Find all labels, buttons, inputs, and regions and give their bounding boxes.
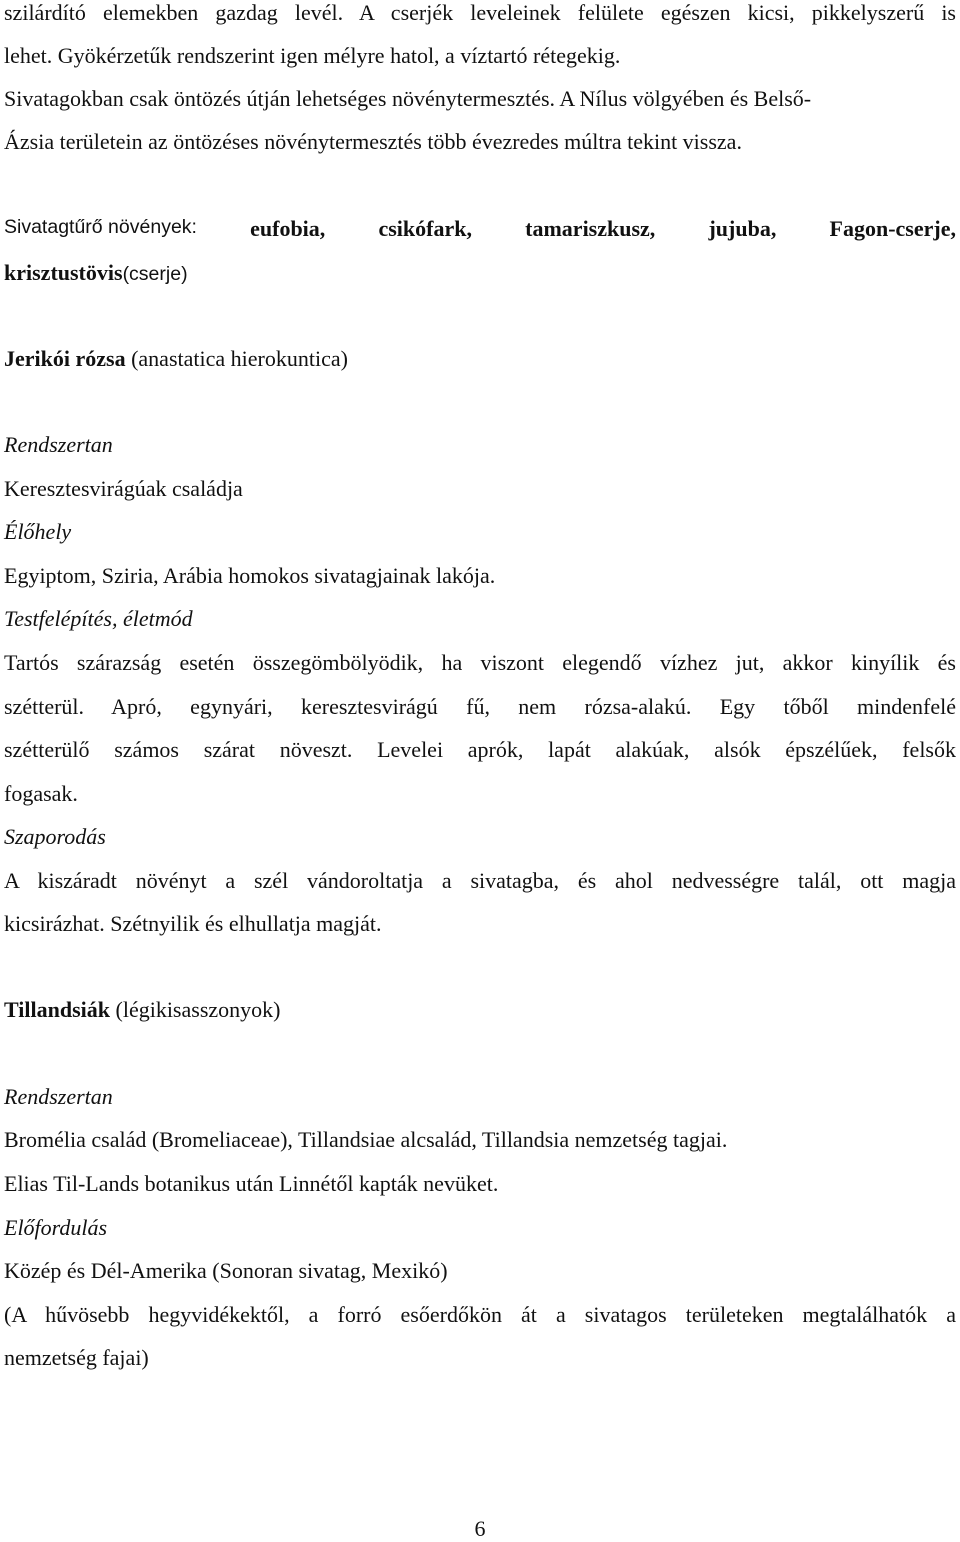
section-heading: Élőhely	[4, 519, 72, 544]
section-text-line: fogasak.	[4, 781, 78, 806]
desert-plants-line-2	[4, 262, 188, 285]
section-text-line: nemzetség fajai)	[4, 1345, 149, 1370]
top-paragraph-line-4: Ázsia területein az öntözéses növénytermesztés több évezredes múltra tekint vissza.	[4, 129, 742, 154]
section-heading: Előfordulás	[4, 1215, 108, 1240]
section-text-line: szétterülő számos szárat növeszt. Levelei aprók, lapát alakúak, alsók épszélűek, felsők	[4, 737, 956, 762]
section-text-line: szétterül. Apró, egynyári, keresztesvirágú fű, nem rózsa-alakú. Egy tőből mindenfelé	[4, 694, 956, 719]
top-paragraph-line-2: lehet. Gyökérzetűk rendszerint igen mélyre hatol, a víztartó rétegekig.	[4, 43, 621, 68]
jericho-latin: (anastatica hierokuntica)	[131, 346, 348, 371]
section-text-line: Közép és Dél-Amerika (Sonoran sivatag, Mexikó)	[4, 1258, 448, 1283]
section-heading: Testfelépítés, életmód	[4, 606, 193, 631]
section-text-line: Bromélia család (Bromeliaceae), Tillandsiae alcsalád, Tillandsia nemzetség tagjai.	[4, 1127, 728, 1152]
page-number: 6	[474, 1516, 486, 1541]
tillandsia-subtitle: (légikisasszonyok)	[115, 997, 281, 1022]
jericho-title: Jerikói rózsa	[4, 346, 126, 371]
section-text-line: A kiszáradt növényt a szél vándoroltatja a sivatagba, és ahol nedvességre talál, ott magja	[4, 868, 956, 893]
section-heading: Rendszertan	[4, 432, 113, 457]
desert-plant-item: Fagon-cserje,	[829, 216, 956, 241]
section-text: Keresztesvirágúak családja	[4, 476, 243, 501]
section-text: Egyiptom, Sziria, Arábia homokos sivatagjainak lakója.	[4, 563, 496, 588]
section-text-line: Tartós szárazság esetén összegömbölyödik, ha viszont elegendő vízhez jut, akkor kinyílik és	[4, 650, 956, 675]
top-paragraph-line-1: szilárdító elemekben gazdag levél. A cserjék leveleinek felülete egészen kicsi, pikkelyszerű is	[4, 0, 956, 25]
desert-plant-item: jujuba,	[708, 216, 777, 241]
desert-plant-item: csikófark,	[378, 216, 472, 241]
section-text-line: (A hűvösebb hegyvidékektől, a forró esőerdőkön át a sivatagos területeken megtalálhatók a	[4, 1302, 956, 1327]
desert-plant-last: krisztustövis	[4, 260, 123, 285]
section-text-line: kicsirázhat. Szétnyilik és elhullatja magját.	[4, 911, 382, 936]
section-heading: Szaporodás	[4, 824, 106, 849]
section-heading: Rendszertan	[4, 1084, 113, 1109]
tillandsia-heading	[4, 999, 280, 1021]
top-paragraph-line-3: Sivatagokban csak öntözés útján lehetséges növénytermesztés. A Nílus völgyében és Belső-	[4, 86, 812, 111]
desert-plants-line	[4, 218, 956, 240]
tillandsia-title: Tillandsiák	[4, 997, 110, 1022]
desert-plants-label: Sivatagtűrő növények:	[4, 216, 197, 238]
desert-plant-last-suffix: (cserje)	[122, 263, 188, 285]
desert-plant-item: tamariszkusz,	[525, 216, 656, 241]
desert-plant-item: eufobia,	[250, 216, 326, 241]
jericho-heading	[4, 348, 348, 370]
section-text-line: Elias Til-Lands botanikus után Linnétől kapták nevüket.	[4, 1171, 499, 1196]
